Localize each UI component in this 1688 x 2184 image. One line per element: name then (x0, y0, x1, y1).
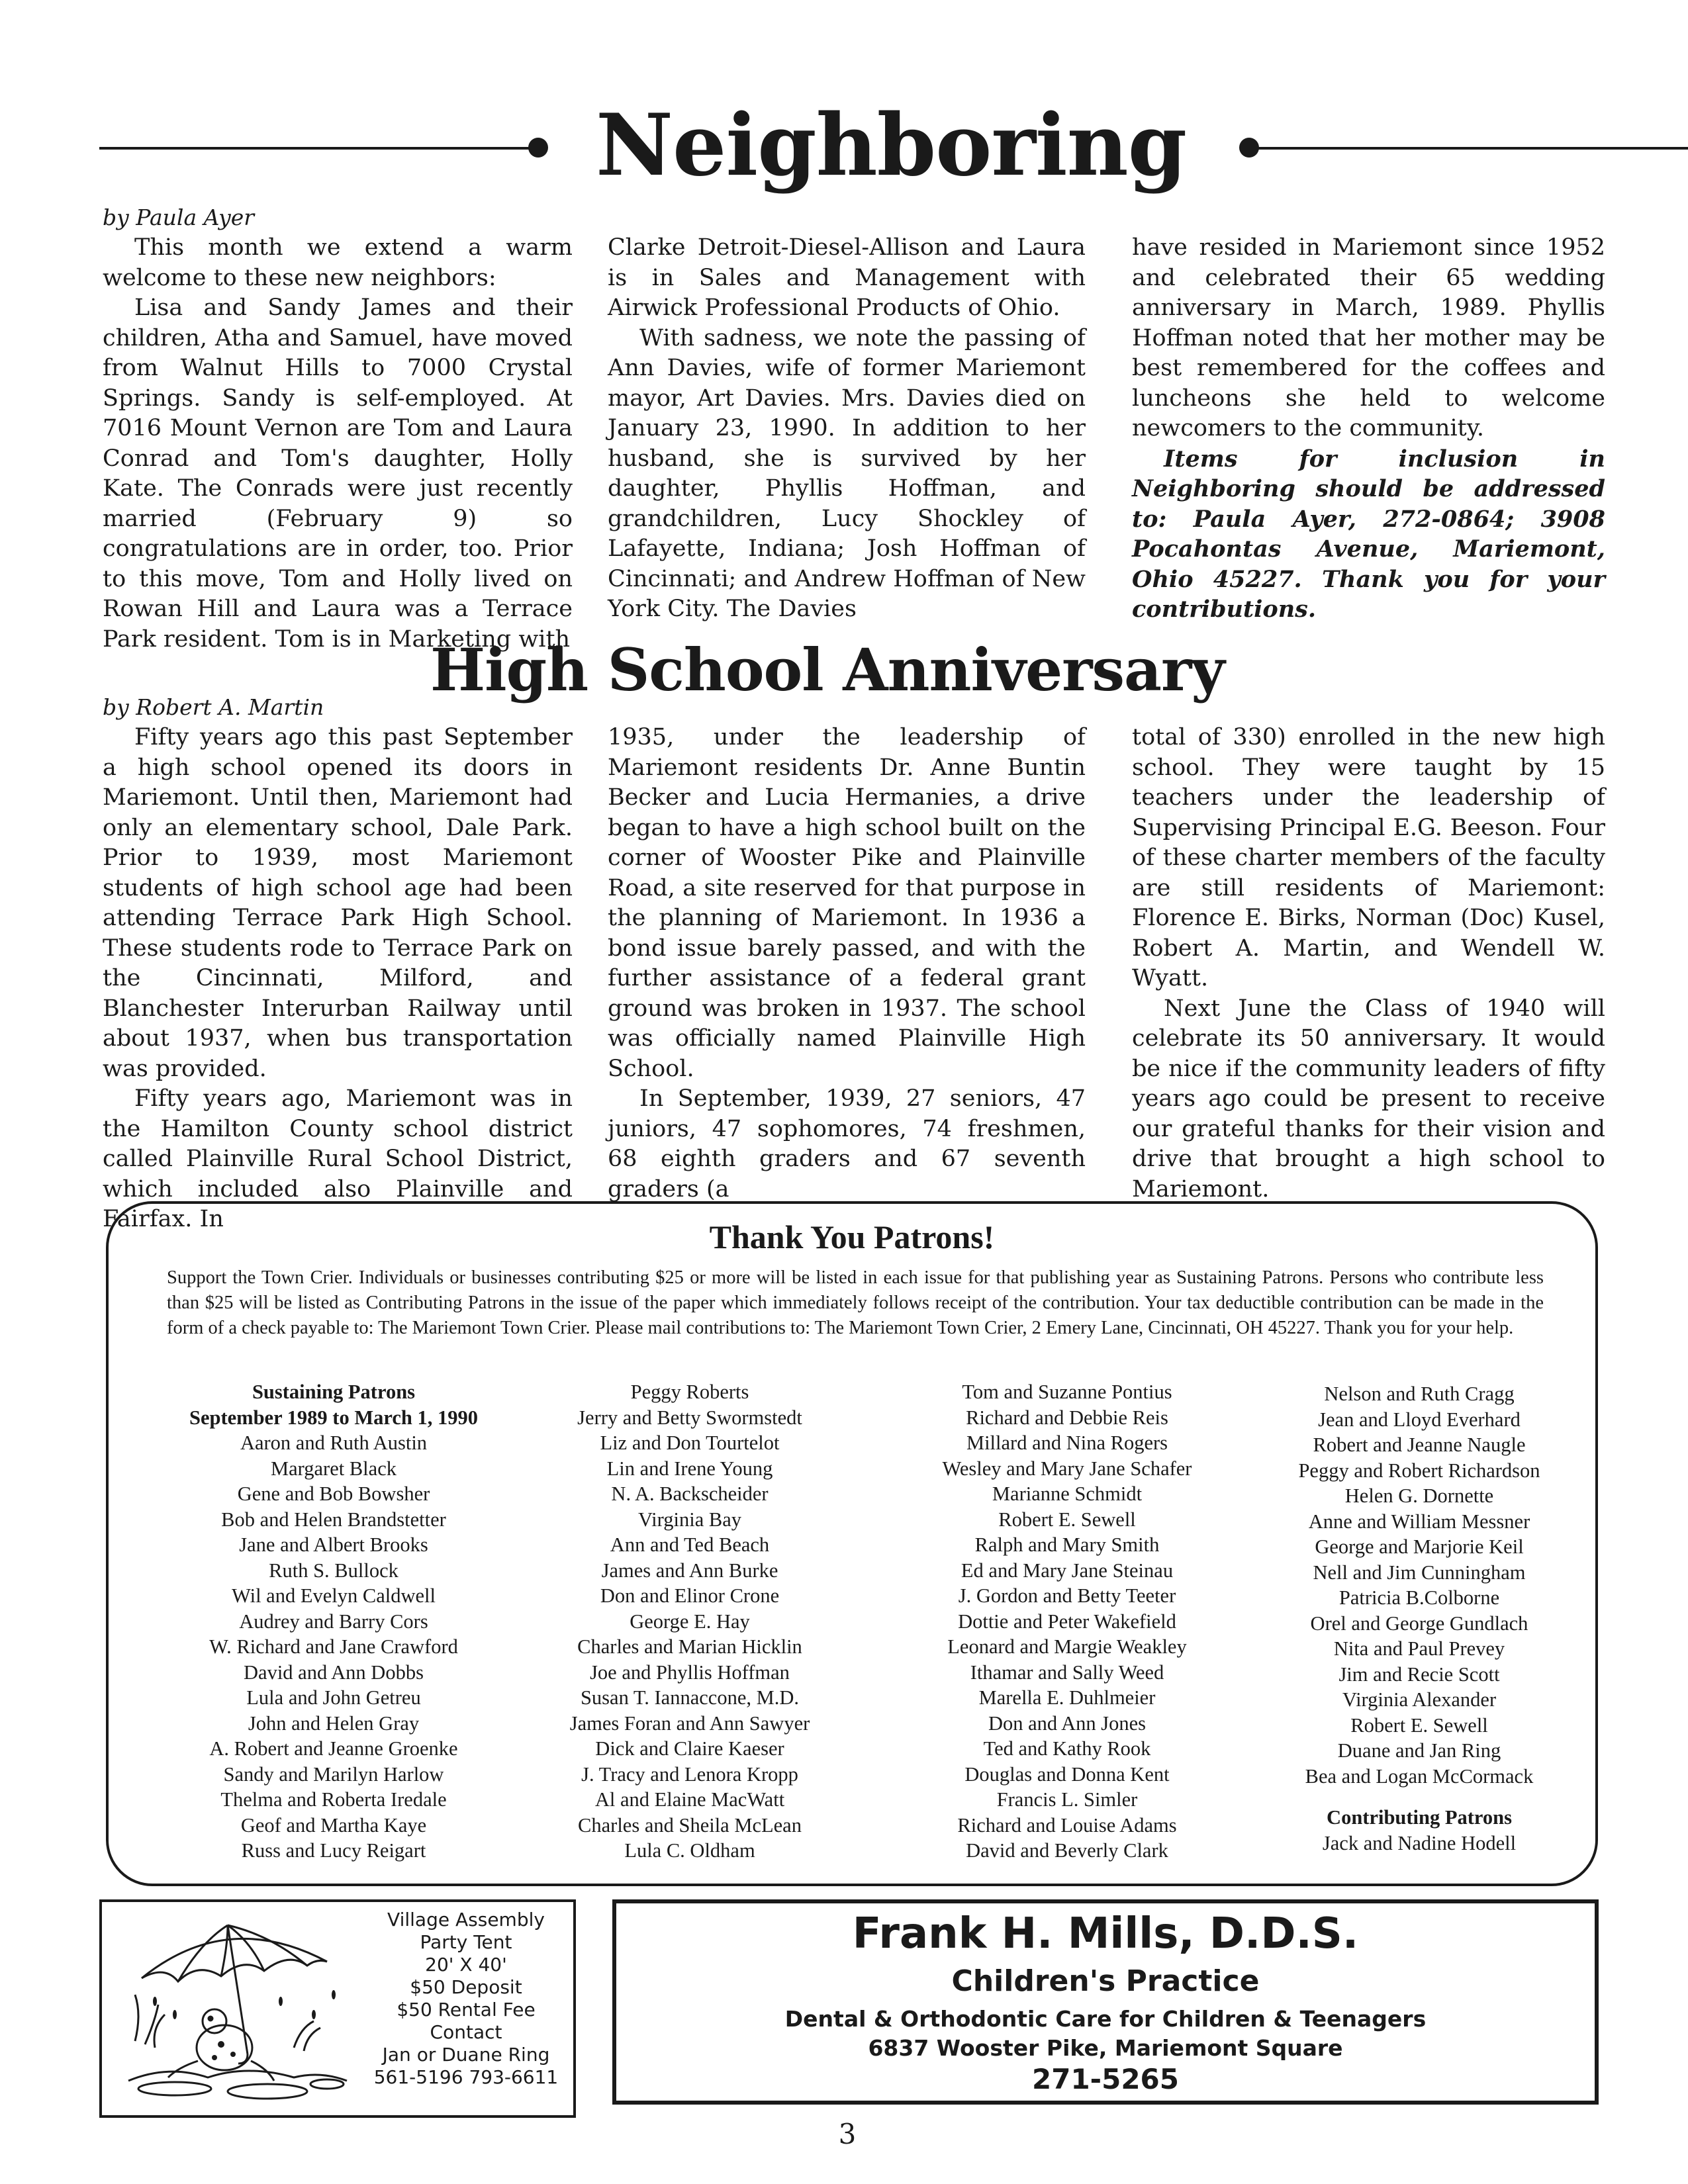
patron-name: Don and Elinor Crone (600, 1584, 780, 1607)
paragraph: 1935, under the leadership of Mariemont residents Dr. Anne Buntin Becker and Lucia Hermanies, a drive began to have a high school built on the corner of Wooster Pike and Plainville Road, a site reserved for that purpose in the planning of Mariemont. In 1936 a bond issue barely passed, and with the further assistance of a federal grant ground was broken in 1937. The school was officially named Plainville High School. (608, 724, 1086, 1082)
patron-name: Ruth S. Bullock (269, 1559, 399, 1582)
patron-column-1 (162, 1379, 506, 1864)
patron-name: Richard and Louise Adams (957, 1813, 1177, 1837)
paragraph: Fifty years ago, Mariemont was in the Hamilton County school district called Plainville Rural School District, which included also Plainville and Fairfax. In (103, 1085, 573, 1232)
anniversary-column-2 (608, 723, 1086, 1205)
patron-name: Bea and Logan McCormack (1305, 1764, 1534, 1788)
patron-name: Audrey and Barry Cors (239, 1610, 428, 1633)
header-bullet-left (528, 138, 548, 158)
ad-line: $50 Deposit (410, 1976, 522, 1998)
patron-name: Don and Ann Jones (988, 1711, 1147, 1735)
dentist-practice: Children's Practice (951, 1964, 1260, 1998)
ad-line: Village Assembly (387, 1909, 545, 1931)
patron-name: J. Gordon and Betty Teeter (958, 1584, 1176, 1607)
neighboring-column-3 (1132, 233, 1605, 625)
contributing-heading: Contributing Patrons (1327, 1806, 1512, 1829)
patron-name: Leonard and Margie Weakley (947, 1635, 1187, 1658)
patron-name: Ann and Ted Beach (610, 1533, 770, 1556)
patron-name: Dick and Claire Kaeser (595, 1737, 784, 1760)
patron-name: Charles and Sheila McLean (578, 1813, 802, 1837)
paragraph: Clarke Detroit-Diesel-Allison and Laura is in Sales and Management with Airwick Professional Products of Ohio. (608, 234, 1086, 321)
sustaining-heading: Sustaining Patrons (252, 1381, 416, 1403)
patron-name: Bob and Helen Brandstetter (221, 1508, 446, 1531)
patron-name: Ed and Mary Jane Steinau (961, 1559, 1174, 1582)
dentist-address: 6837 Wooster Pike, Mariemont Square (868, 2035, 1343, 2061)
patron-name: Nell and Jim Cunningham (1313, 1561, 1526, 1584)
patron-name: Jane and Albert Brooks (239, 1533, 428, 1556)
header-rule-right (1254, 147, 1688, 150)
patron-name: J. Tracy and Lenora Kropp (581, 1762, 798, 1786)
patron-name: Marianne Schmidt (992, 1482, 1143, 1505)
patron-name: Jean and Lloyd Everhard (1318, 1408, 1521, 1431)
sustaining-period: September 1989 to March 1, 1990 (189, 1406, 478, 1429)
patron-name: Lin and Irene Young (606, 1457, 773, 1480)
patron-name: Jerry and Betty Swormstedt (577, 1406, 802, 1429)
paragraph: total of 330) enrolled in the new high school. They were taught by 15 teachers under the leadership of Supervising Principal E.G. Beeson. Four of these charter members of the faculty are still residents of Mariemont: Florence E. Birks, Norman (Doc) Kusel, Robert A. Martin, and Wendell W. Wyatt. (1132, 724, 1605, 991)
patron-name: Aaron and Ruth Austin (240, 1432, 428, 1454)
patron-name: George and Marjorie Keil (1315, 1535, 1524, 1558)
umbrella-frog-illustration (115, 1915, 353, 2107)
patron-name: Nelson and Ruth Cragg (1324, 1383, 1515, 1405)
paragraph: With sadness, we note the passing of Ann Davies, wife of former Mariemont mayor, Art Davies. Mrs. Davies died on January 23, 1990. In addition to her husband, she is survived by her daughter, Phyllis Hoffman, and grandchildren, Lucy Shockley of Lafayette, Indiana; Josh Hoffman of Cincinnati; and Andrew Hoffman of New York City. The Davies (608, 324, 1086, 622)
patron-name: George E. Hay (630, 1610, 750, 1633)
patron-name: Sandy and Marilyn Harlow (223, 1762, 444, 1786)
dentist-ad (612, 1899, 1599, 2105)
neighboring-column-2 (608, 233, 1086, 625)
neighboring-byline: by Paula Ayer (103, 205, 255, 230)
anniversary-title: High School Anniversary (430, 635, 1225, 704)
patron-name: Geof and Martha Kaye (240, 1813, 427, 1837)
patron-name: Dottie and Peter Wakefield (958, 1610, 1176, 1633)
patron-name: Lula and John Getreu (246, 1686, 421, 1709)
patron-name: W. Richard and Jane Crawford (209, 1635, 458, 1658)
patron-name: Orel and George Gundlach (1310, 1612, 1528, 1635)
patron-name: Robert E. Sewell (998, 1508, 1136, 1531)
patron-name: Gene and Bob Bowsher (237, 1482, 430, 1505)
paragraph: Next June the Class of 1940 will celebrate its 50 anniversary. It would be nice if the community leaders of fifty years ago could be present to receive our grateful thanks for their vision and drive that brought a high school to Mariemont. (1132, 995, 1605, 1203)
patron-name: Douglas and Donna Kent (964, 1762, 1170, 1786)
patron-column-3 (895, 1379, 1239, 1864)
header-rule-left (99, 147, 530, 150)
patron-name: Helen G. Dornette (1344, 1484, 1494, 1507)
patron-name: Ralph and Mary Smith (974, 1533, 1160, 1556)
patron-name: Peggy Roberts (630, 1381, 749, 1403)
ad-line: Jan or Duane Ring (382, 2044, 550, 2066)
patron-name: Tom and Suzanne Pontius (962, 1381, 1172, 1403)
patron-name: James and Ann Burke (601, 1559, 778, 1582)
patron-name: Nita and Paul Prevey (1333, 1637, 1505, 1660)
patron-name: David and Ann Dobbs (244, 1661, 424, 1684)
patron-name: Marella E. Duhlmeier (978, 1686, 1156, 1709)
patron-name: Patricia B.Colborne (1338, 1586, 1500, 1609)
patrons-intro: Support the Town Crier. Individuals or businesses contributing $25 or more will be listed in each issue for that publishing year as Sustaining Patrons. Persons who contribute less than $25 will be listed as Contributing Patrons in the issue of the paper which immediately follows receipt of the contribution. Your tax deductible contribution can be made in the form of a check payable to: The Mariemont Town Crier. Please mail contributions to: The Mariemont Town Crier, 2 Emery Lane, Cincinnati, OH 45227. Thank you for your help. (167, 1267, 1544, 1338)
patron-name: Anne and William Messner (1308, 1510, 1530, 1533)
paragraph: Fifty years ago this past September a high school opened its doors in Mariemont. Until then, Mariemont had only an elementary school, Dale Park. Prior to 1939, most Mariemont students of high school age had been attending Terrace Park High School. These students rode to Terrace Park on the Cincinnati, Milford, and Blanchester Interurban Railway until about 1937, when bus transportation was provided. (103, 724, 573, 1082)
patron-name: Liz and Don Tourtelot (600, 1432, 780, 1454)
patron-name: Joe and Phyllis Hoffman (590, 1661, 790, 1684)
patron-name: Robert and Jeanne Naugle (1313, 1433, 1526, 1456)
patron-name: Lula C. Oldham (624, 1839, 755, 1862)
dentist-phone: 271-5265 (1032, 2063, 1179, 2095)
patron-name: Margaret Black (271, 1457, 397, 1480)
patron-name: Virginia Bay (637, 1508, 741, 1531)
anniversary-column-3 (1132, 723, 1605, 1205)
paragraph: Lisa and Sandy James and their children, Atha and Samuel, have moved from Walnut Hills to 7000 Crystal Springs. Sandy is self-employed. At 7016 Mount Vernon are Tom and Laura Conrad and Tom's daughter, Holly Kate. The Conrads were just recently married (February 9) so congratulations are in order, too. Prior to this move, Tom and Holly lived on Rowan Hill and Laura was a Terrace Park resident. Tom is in Marketing with (103, 295, 573, 653)
patron-name: Ted and Kathy Rook (983, 1737, 1151, 1760)
dentist-services: Dental & Orthodontic Care for Children & Teenagers (784, 2006, 1427, 2032)
patron-name: Charles and Marian Hicklin (577, 1635, 802, 1658)
ad-line: Party Tent (420, 1931, 512, 1953)
patron-name: Robert E. Sewell (1350, 1713, 1488, 1737)
patron-name: Jack and Nadine Hodell (1322, 1831, 1517, 1854)
ad-line: $50 Rental Fee (397, 1999, 536, 2021)
page-number: 3 (838, 2118, 857, 2150)
patron-name: Al and Elaine MacWatt (594, 1788, 785, 1811)
paragraph: This month we extend a warm welcome to these new neighbors: (103, 234, 573, 291)
patron-name: Duane and Jan Ring (1337, 1739, 1501, 1762)
patron-name: Russ and Lucy Reigart (241, 1839, 426, 1862)
patron-name: Thelma and Roberta Iredale (220, 1788, 447, 1811)
neighboring-header (99, 96, 1602, 195)
patron-name: Virginia Alexander (1342, 1688, 1497, 1711)
patron-column-2 (518, 1379, 862, 1864)
patron-name: James Foran and Ann Sawyer (569, 1711, 810, 1735)
patron-name: Wesley and Mary Jane Schafer (942, 1457, 1192, 1480)
neighboring-title: Neighboring (596, 96, 1187, 195)
ad-line: 561-5196 793-6611 (373, 2066, 559, 2088)
paragraph: In September, 1939, 27 seniors, 47 juniors, 47 sophomores, 74 freshmen, 68 eighth graders and 67 seventh graders (a (608, 1085, 1086, 1203)
patrons-title: Thank You Patrons! (709, 1218, 995, 1255)
patron-name: Susan T. Iannaccone, M.D. (580, 1686, 800, 1709)
dentist-name: Frank H. Mills, D.D.S. (852, 1909, 1359, 1958)
ad-line: 20' X 40' (425, 1954, 507, 1976)
anniversary-byline: by Robert A. Martin (103, 694, 324, 720)
submission-note: Items for inclusion in Neighboring should be addressed to: Paula Ayer, 272-0864; 3908 Pocahontas Avenue, Mariemont, Ohio 45227. Thank you for your contributions. (1132, 445, 1605, 623)
neighboring-column-1 (103, 233, 573, 655)
patron-name: Millard and Nina Rogers (966, 1432, 1168, 1454)
party-tent-ad-text (360, 1909, 572, 2089)
patrons-box (106, 1201, 1598, 1886)
anniversary-column-1 (103, 723, 573, 1235)
paragraph: have resided in Mariemont since 1952 and celebrated their 65 wedding anniversary in March, 1989. Phyllis Hoffman noted that her mother may be best remembered for the coffees and luncheons she held to welcome newcomers to the community. (1132, 234, 1605, 441)
patron-name: John and Helen Gray (248, 1711, 420, 1735)
patron-name: Peggy and Robert Richardson (1298, 1459, 1540, 1482)
patron-name: A. Robert and Jeanne Groenke (209, 1737, 458, 1760)
patron-name: N. A. Backscheider (611, 1482, 769, 1505)
patron-name: Wil and Evelyn Caldwell (232, 1584, 436, 1607)
patron-name: David and Beverly Clark (966, 1839, 1168, 1862)
patron-name: Jim and Recie Scott (1338, 1662, 1500, 1686)
patron-column-4 (1247, 1381, 1591, 1856)
party-tent-ad (99, 1899, 576, 2118)
patron-name: Francis L. Simler (996, 1788, 1138, 1811)
patron-name: Richard and Debbie Reis (966, 1406, 1168, 1429)
patron-name: Ithamar and Sally Weed (970, 1661, 1164, 1684)
ad-line: Contact (430, 2021, 502, 2043)
